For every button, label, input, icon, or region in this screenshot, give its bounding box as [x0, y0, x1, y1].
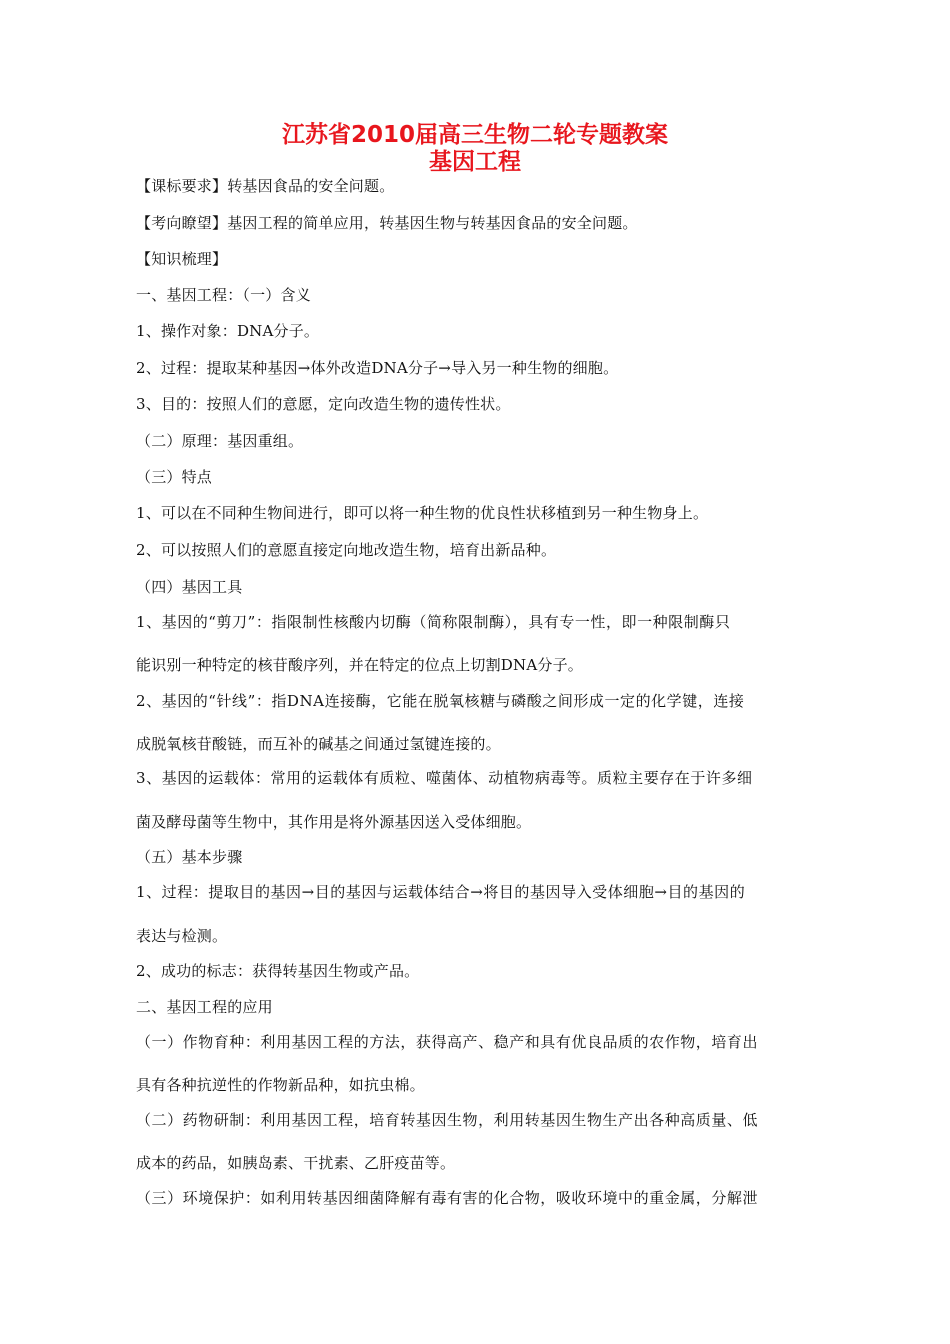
text-line: 一、基因工程：（一）含义: [136, 286, 311, 304]
text-line: 3、基因的运载体：常用的运载体有质粒、噬菌体、动植物病毒等。质粒主要存在于许多细: [136, 769, 753, 787]
text-line: （二）原理：基因重组。: [136, 432, 304, 450]
text-line: 二、基因工程的应用: [136, 998, 273, 1016]
text-line: 具有各种抗逆性的作物新品种，如抗虫棉。: [136, 1076, 425, 1094]
text-line: 【课标要求】转基因食品的安全问题。: [136, 177, 395, 195]
text-line: 3、目的：按照人们的意愿，定向改造生物的遗传性状。: [136, 395, 511, 413]
text-line: 2、可以按照人们的意愿直接定向地改造生物，培育出新品种。: [136, 541, 557, 559]
text-line: 成脱氧核苷酸链，而互补的碱基之间通过氢键连接的。: [136, 735, 501, 753]
text-line: 【考向瞭望】基因工程的简单应用，转基因生物与转基因食品的安全问题。: [136, 214, 638, 232]
text-line: （一）作物育种：利用基因工程的方法，获得高产、稳产和具有优良品质的农作物，培育出: [136, 1033, 759, 1051]
text-line: 表达与检测。: [136, 927, 228, 945]
document-subtitle: 基因工程: [429, 149, 521, 175]
text-line: （五）基本步骤: [136, 848, 243, 866]
text-line: 1、过程：提取目的基因→目的基因与运载体结合→将目的基因导入受体细胞→目的基因的: [136, 883, 746, 901]
text-line: （二）药物研制：利用基因工程，培育转基因生物，利用转基因生物生产出各种高质量、低: [136, 1111, 759, 1129]
text-line: 2、过程：提取某种基因→体外改造DNA分子→导入另一种生物的细胞。: [136, 359, 619, 377]
text-line: 1、可以在不同种生物间进行，即可以将一种生物的优良性状移植到另一种生物身上。: [136, 504, 709, 522]
text-line: 2、基因的“针线”：指DNA连接酶，它能在脱氧核糖与磷酸之间形成一定的化学键，连接: [136, 692, 745, 710]
text-line: 【知识梳理】: [136, 250, 228, 268]
text-line: （四）基因工具: [136, 578, 243, 596]
text-line: 1、操作对象：DNA分子。: [136, 322, 320, 340]
text-line: 能识别一种特定的核苷酸序列，并在特定的位点上切割DNA分子。: [136, 656, 583, 674]
text-line: （三）特点: [136, 468, 213, 486]
document-title: 江苏省2010届高三生物二轮专题教案: [281, 122, 668, 148]
text-line: 1、基因的“剪刀”：指限制性核酸内切酶（简称限制酶），具有专一性，即一种限制酶只: [136, 613, 731, 631]
text-line: 成本的药品，如胰岛素、干扰素、乙肝疫苗等。: [136, 1154, 456, 1172]
text-line: 菌及酵母菌等生物中，其作用是将外源基因送入受体细胞。: [136, 813, 532, 831]
text-line: （三）环境保护：如利用转基因细菌降解有毒有害的化合物，吸收环境中的重金属，分解泄: [136, 1189, 759, 1207]
text-line: 2、成功的标志：获得转基因生物或产品。: [136, 962, 420, 980]
